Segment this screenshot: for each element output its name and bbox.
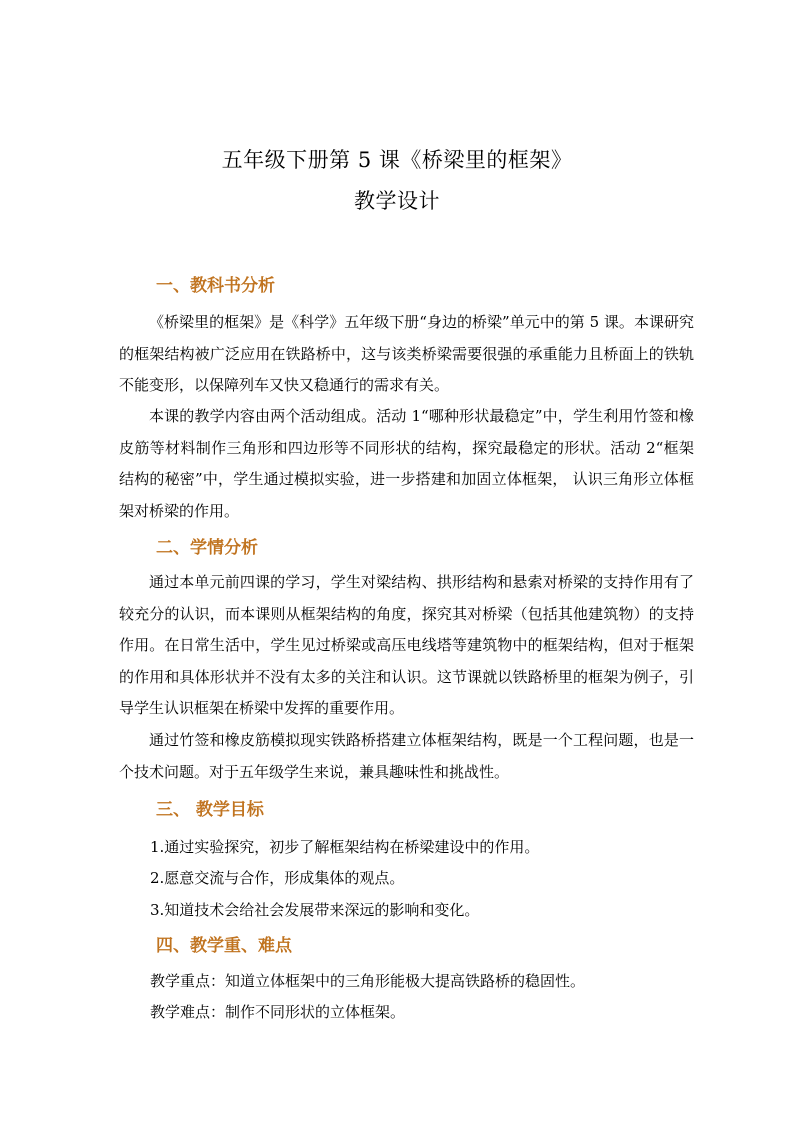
section-heading-student-analysis: 二、学情分析 bbox=[156, 538, 258, 558]
section-heading-textbook-analysis: 一、教科书分析 bbox=[156, 276, 275, 296]
section-heading-key-difficult-points: 四、教学重、难点 bbox=[156, 936, 292, 956]
key-point: 教学重点：知道立体框架中的三角形能极大提高铁路桥的稳固性。 bbox=[150, 972, 586, 990]
paragraph-textbook-analysis-2: 本课的教学内容由两个活动组成。活动 1“哪种形状最稳定”中，学生利用竹签和橡皮筋等材料制作三角形和四边形等不同形状的结构，探究最稳定的形状。活动 2“框架结构的秘密”中，学生通过模拟实验，进一步搭建和加固立体框架， 认识三角形立体框架对桥梁的作用。 bbox=[119, 407, 694, 520]
paragraph-student-analysis-1: 通过本单元前四课的学习，学生对梁结构、拱形结构和悬索对桥梁的支持作用有了较充分的认识，而本课则从框架结构的角度，探究其对桥梁（包括其他建筑物）的支持作用。在日常生活中，学生见过桥梁或高压电线塔等建筑物中的框架结构，但对于框架的作用和具体形状并不没有太多的关注和认识。这节课就以铁路桥里的框架为例子，引导学生认识框架在桥梁中发挥的重要作用。 bbox=[119, 573, 694, 717]
goal-item-3: 3.知道技术会给社会发展带来深远的影响和变化。 bbox=[150, 901, 480, 919]
section-heading-teaching-goals: 三、 教学目标 bbox=[156, 800, 264, 820]
goal-item-1: 1.通过实验探究，初步了解框架结构在桥梁建设中的作用。 bbox=[150, 838, 540, 856]
difficult-point: 教学难点：制作不同形状的立体框架。 bbox=[150, 1003, 406, 1021]
document-title: 五年级下册第 5 课《桥梁里的框架》 bbox=[221, 148, 573, 172]
paragraph-student-analysis-2: 通过竹签和橡皮筋模拟现实铁路桥搭建立体框架结构，既是一个工程问题，也是一个技术问题。对于五年级学生来说，兼具趣味性和挑战性。 bbox=[119, 731, 694, 781]
goal-item-2: 2.愿意交流与合作，形成集体的观点。 bbox=[150, 869, 405, 887]
paragraph-textbook-analysis-1: 《桥梁里的框架》是《科学》五年级下册“身边的桥梁”单元中的第 5 课。本课研究的框架结构被广泛应用在铁路桥中，这与该类桥梁需要很强的承重能力且桥面上的铁轨不能变形，以保障列车又快又稳通行的需求有关。 bbox=[119, 313, 694, 394]
document-subtitle: 教学设计 bbox=[354, 189, 440, 213]
